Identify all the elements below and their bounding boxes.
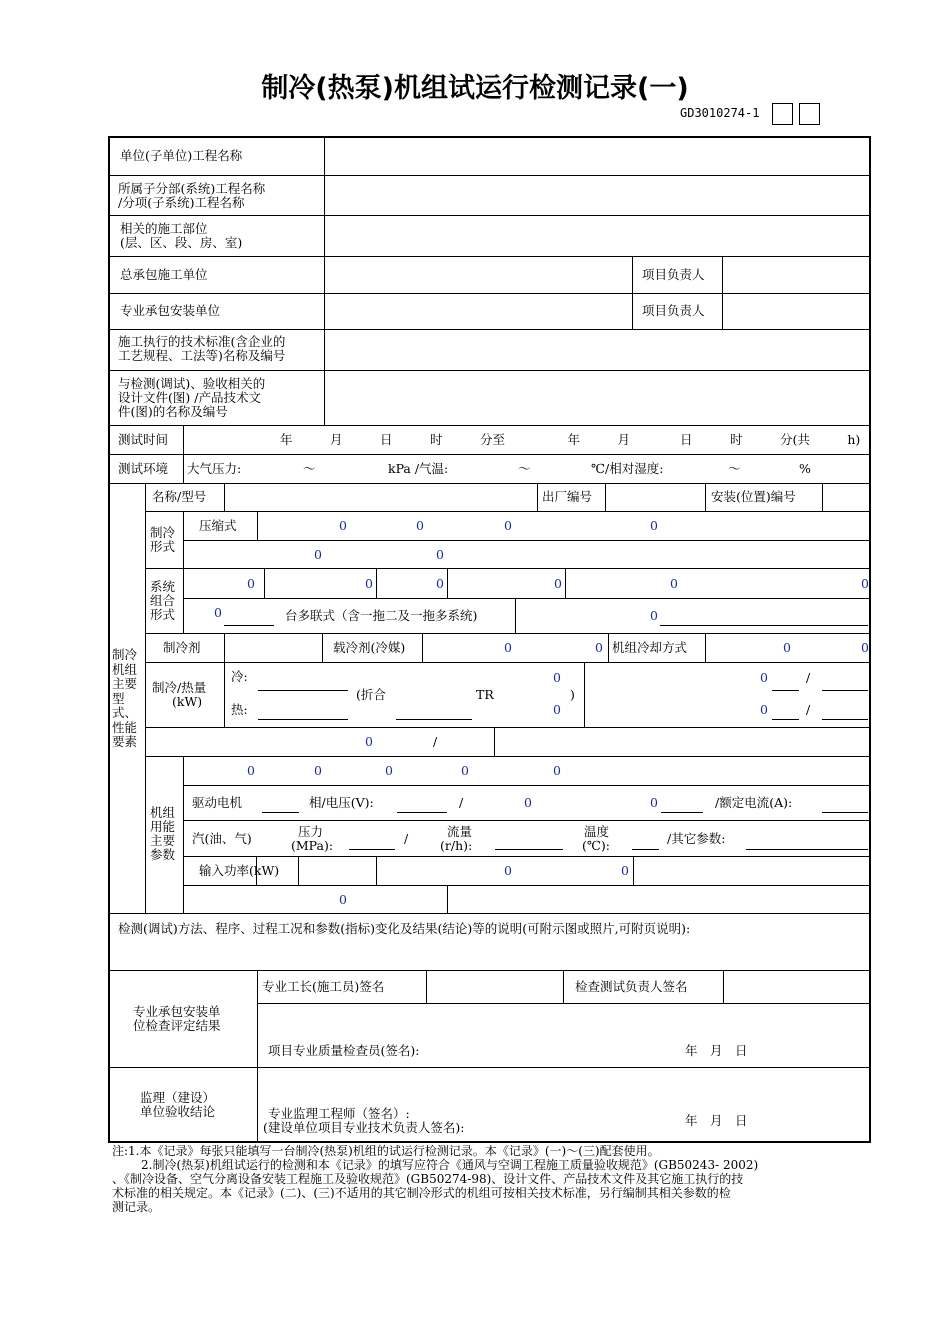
supervision-date: 年 月 日 bbox=[685, 1113, 748, 1128]
sub-project-label-2: /分项(子系统)工程名称 bbox=[118, 195, 245, 210]
value-zero: 0 bbox=[595, 640, 603, 655]
value-zero: 0 bbox=[247, 576, 255, 591]
value-zero: 0 bbox=[861, 640, 869, 655]
energy-params-label: 机组用能主要参数 bbox=[150, 805, 176, 862]
project-leader-label-2: 项目负责人 bbox=[642, 303, 705, 318]
rated-current-label: /额定电流(A): bbox=[715, 795, 793, 810]
cooling-method-label: 机组冷却方式 bbox=[612, 640, 688, 655]
value-zero: 0 bbox=[314, 763, 322, 778]
pressure-label-1: 压力 bbox=[298, 824, 324, 839]
value-zero: 0 bbox=[385, 763, 393, 778]
value-zero: 0 bbox=[339, 518, 347, 533]
qc-date: 年 月 日 bbox=[685, 1043, 748, 1058]
tilde-2: ～ bbox=[518, 461, 531, 476]
note-line: 、《制冷设备、空气分离设备安装工程施工及验收规范》(GB50274-98)、设计文件、产品技术文件及其它施工执行的技 bbox=[112, 1172, 744, 1186]
note-line: 术标准的相关规定。本《记录》(二)、(三)不适用的其它制冷形式的机组可按相关技术标准，另行编制其相关参数的检 bbox=[112, 1186, 731, 1200]
owner-tech-label: (建设单位项目专业技术负责人签名): bbox=[263, 1120, 465, 1135]
qc-label: 项目专业质量检查员(签名): bbox=[268, 1043, 420, 1058]
special-contractor-label: 专业承包安装单位 bbox=[120, 303, 221, 318]
value-zero: 0 bbox=[553, 763, 561, 778]
foreman-label: 专业工长(施工员)签名 bbox=[262, 979, 385, 994]
code-box-1[interactable] bbox=[772, 103, 793, 125]
humidity-label: ℃/相对湿度: bbox=[591, 461, 664, 476]
unit-project-label: 单位(子单位)工程名称 bbox=[120, 148, 243, 163]
value-zero: 0 bbox=[436, 576, 444, 591]
name-model-label: 名称/型号 bbox=[152, 489, 207, 504]
value-zero: 0 bbox=[760, 702, 768, 717]
convert-label: (折合 bbox=[356, 687, 386, 702]
value-zero: 0 bbox=[436, 547, 444, 562]
general-contractor-label: 总承包施工单位 bbox=[120, 267, 208, 282]
value-zero: 0 bbox=[621, 863, 629, 878]
supervisor-engineer-label: 专业监理工程师（签名）: bbox=[268, 1106, 410, 1121]
design-label-3: 件(图)的名称及编号 bbox=[118, 404, 228, 419]
atm-label: 大气压力: bbox=[187, 461, 242, 476]
project-leader-label-1: 项目负责人 bbox=[642, 267, 705, 282]
slash: / bbox=[806, 670, 811, 685]
slash: / bbox=[404, 831, 409, 846]
phase-voltage-label: 相/电压(V): bbox=[309, 795, 374, 810]
cold-label: 冷: bbox=[231, 669, 248, 684]
value-zero: 0 bbox=[650, 608, 658, 623]
design-label-1: 与检测(调试)、验收相关的 bbox=[118, 376, 266, 391]
slash: / bbox=[459, 795, 464, 810]
location-label-1: 相关的施工部位 bbox=[120, 221, 208, 236]
tr-label: TR bbox=[476, 687, 494, 702]
value-zero: 0 bbox=[504, 518, 512, 533]
test-time-label: 测试时间 bbox=[118, 432, 169, 447]
multi-unit-label: 台多联式（含一拖二及一拖多系统) bbox=[285, 608, 478, 623]
note-line: 注:1.本《记录》每张只能填写一台制冷(热泵)机组的试运行检测记录。本《记录》(一)～(三)配套使用。 bbox=[112, 1144, 660, 1158]
slash: / bbox=[806, 702, 811, 717]
notes bbox=[112, 1144, 872, 1214]
value-zero: 0 bbox=[670, 576, 678, 591]
value-zero: 0 bbox=[861, 576, 869, 591]
heat-label: 热: bbox=[231, 702, 248, 717]
form-code: GD3010274-1 bbox=[680, 106, 760, 120]
page-title: 制冷(热泵)机组试运行检测记录(一) bbox=[261, 73, 689, 104]
note-line: 测记录。 bbox=[112, 1200, 161, 1214]
test-time-row: 年 月 日 时 分至 年 月 日 时 分(共 h) bbox=[280, 432, 861, 447]
value-zero: 0 bbox=[247, 763, 255, 778]
flow-label-2: (r/h): bbox=[440, 838, 473, 853]
test-leader-label: 检查测试负责人签名 bbox=[575, 979, 688, 994]
refrigerant-label: 制冷剂 bbox=[163, 640, 201, 655]
temp-label-1: 温度 bbox=[584, 824, 610, 839]
capacity-label-2: (kW) bbox=[172, 694, 203, 709]
explain-label: 检测(调试)方法、程序、过程工况和参数(指标)变化及结果(结论)等的说明(可附示图或照片,可附页说明): bbox=[118, 921, 691, 936]
install-no-label: 安装(位置)编号 bbox=[711, 489, 796, 504]
compression-label: 压缩式 bbox=[199, 518, 237, 533]
tilde-3: ～ bbox=[728, 461, 741, 476]
value-zero: 0 bbox=[554, 576, 562, 591]
other-label: /其它参数: bbox=[667, 831, 726, 846]
design-label-2: 设计文件(图) /产品技术文 bbox=[118, 390, 261, 405]
value-zero: 0 bbox=[760, 670, 768, 685]
temp-label-2: (℃): bbox=[582, 838, 610, 853]
motor-label: 驱动电机 bbox=[192, 795, 243, 810]
system-combo-label: 系统组合形式 bbox=[150, 579, 176, 622]
value-zero: 0 bbox=[365, 576, 373, 591]
pressure-label-2: (MPa): bbox=[291, 838, 334, 853]
main-params-label: 制冷机组主要型式、性能要素 bbox=[112, 647, 138, 749]
kpa-temp-label: kPa /气温: bbox=[388, 461, 449, 476]
code-box-2[interactable] bbox=[799, 103, 820, 125]
flow-label-1: 流量 bbox=[447, 824, 473, 839]
value-zero: 0 bbox=[553, 670, 561, 685]
capacity-label-1: 制冷/热量 bbox=[152, 680, 207, 695]
value-zero: 0 bbox=[783, 640, 791, 655]
input-power-label: 输入功率(kW) bbox=[199, 863, 280, 878]
test-env-label: 测试环境 bbox=[118, 461, 169, 476]
slash: / bbox=[433, 734, 438, 749]
standard-label-1: 施工执行的技术标准(含企业的 bbox=[118, 334, 286, 349]
steam-label: 汽(油、气) bbox=[192, 831, 252, 846]
value-zero: 0 bbox=[416, 518, 424, 533]
supervision-label-2: 单位验收结论 bbox=[140, 1104, 216, 1119]
eval-label-2: 位检查评定结果 bbox=[133, 1018, 221, 1033]
eval-label-1: 专业承包安装单 bbox=[133, 1004, 221, 1019]
value-zero: 0 bbox=[524, 795, 532, 810]
supervision-label-1: 监理（建设） bbox=[140, 1090, 216, 1105]
rparen: ) bbox=[570, 687, 575, 702]
value-zero: 0 bbox=[365, 734, 373, 749]
sub-project-label-1: 所属子分部(系统)工程名称 bbox=[118, 181, 266, 196]
value-zero: 0 bbox=[504, 863, 512, 878]
cool-form-label: 制冷形式 bbox=[150, 525, 176, 554]
tilde-1: ～ bbox=[303, 461, 316, 476]
value-zero: 0 bbox=[214, 605, 222, 620]
standard-label-2: 工艺规程、工法等)名称及编号 bbox=[118, 348, 286, 363]
value-zero: 0 bbox=[314, 547, 322, 562]
value-zero: 0 bbox=[461, 763, 469, 778]
value-zero: 0 bbox=[650, 795, 658, 810]
percent-label: % bbox=[799, 461, 811, 476]
coolant-label: 载冷剂(冷媒) bbox=[333, 640, 406, 655]
value-zero: 0 bbox=[650, 518, 658, 533]
value-zero: 0 bbox=[504, 640, 512, 655]
form-table bbox=[108, 136, 871, 1143]
note-line: 2.制冷(热泵)机组试运行的检测和本《记录》的填写应符合《通风与空调工程施工质量验收规范》(GB50243- 2002) bbox=[141, 1158, 759, 1172]
value-zero: 0 bbox=[553, 702, 561, 717]
factory-no-label: 出厂编号 bbox=[542, 489, 593, 504]
location-label-2: (层、区、段、房、室) bbox=[120, 235, 243, 250]
value-zero: 0 bbox=[339, 892, 347, 907]
